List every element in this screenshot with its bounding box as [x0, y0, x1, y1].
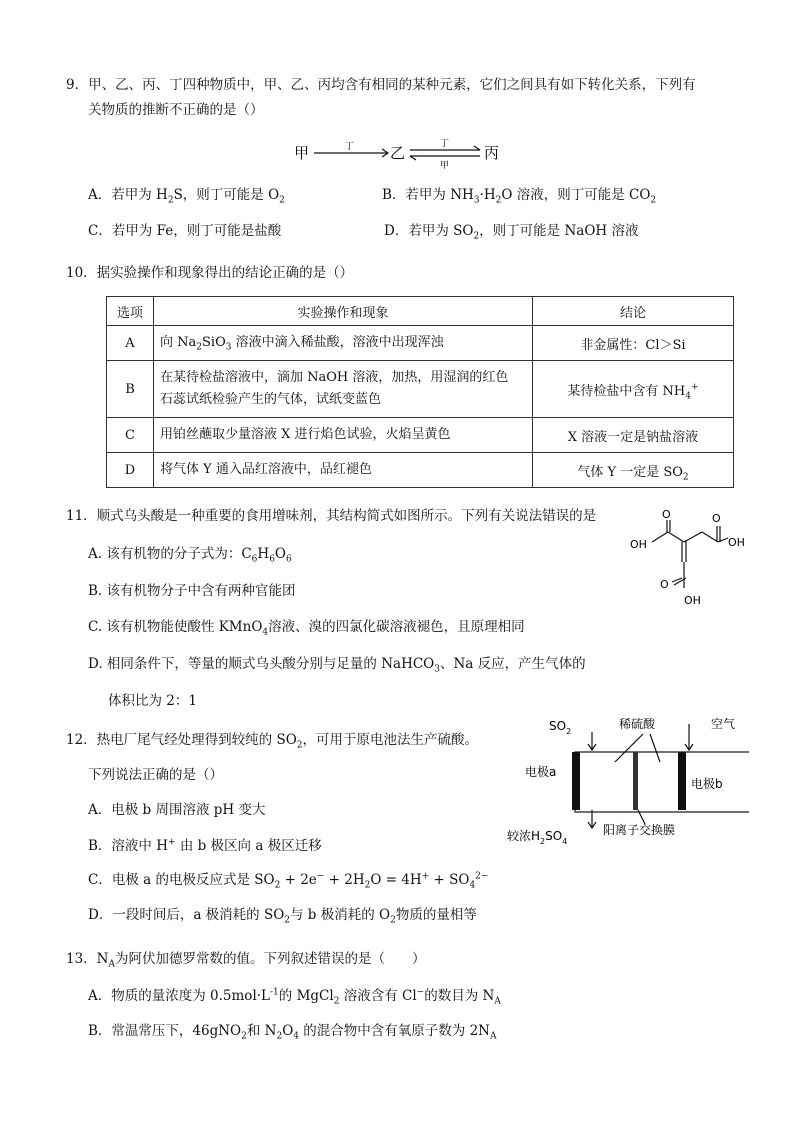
- membrane-label: 阳离子交换膜: [603, 823, 676, 837]
- q12-option-a: A．电极 b 周围溶液 pH 变大: [88, 802, 266, 818]
- q9-option-d: D．若甲为 $SO_2$，则丁可能是 NaOH 溶液: [384, 223, 639, 242]
- oh-label: OH: [728, 536, 745, 549]
- q13-stem: 13．$N_A$为阿伏加德罗常数的值。下列叙述错误的是（ ）: [66, 951, 426, 970]
- q12-option-d: D．一段时间后，a 极消耗的 $SO_2$与 b 极消耗的 $O_2$物质的量相等: [88, 907, 477, 926]
- q11-option-d-cont: 体积比为 2：1: [108, 693, 197, 709]
- o-label: O: [712, 512, 721, 525]
- electrode-a-label: 电极a: [525, 765, 557, 779]
- table-row: C 用铂丝蘸取少量溶液 X 进行焰色试验，火焰呈黄色 X 溶液一定是钠盐溶液: [107, 418, 734, 453]
- q10-table: [106, 296, 734, 488]
- so2-label: $SO_2$: [549, 719, 572, 736]
- q9-stem: 9．甲、乙、丙、丁四种物质中，甲、乙、丙均含有相同的某种元素，它们之间具有如下转化关系，下列有: [66, 77, 696, 93]
- membrane: [633, 752, 638, 810]
- scheme-top1: 丁: [345, 142, 355, 152]
- q9-option-a: A．若甲为 $H_2S$，则丁可能是 $O_2$: [88, 187, 285, 206]
- q10-stem: 10．据实验操作和现象得出的结论正确的是（）: [66, 265, 354, 281]
- q11-stem: 11．顺式乌头酸是一种重要的食用增味剂，其结构简式如图所示。下列有关说法错误的是: [66, 508, 597, 524]
- electrode-b-label: 电极b: [691, 777, 723, 791]
- o-label: O: [660, 578, 669, 591]
- scheme-b: 乙: [390, 144, 406, 162]
- acid-label: 稀硫酸: [619, 717, 656, 731]
- scheme-a: 甲: [294, 144, 310, 162]
- header-option: 选项: [107, 297, 154, 326]
- oh-label: OH: [630, 538, 647, 551]
- q9-option-c: C．若甲为 Fe，则丁可能是盐酸: [88, 223, 282, 239]
- q9-stem-2: 关物质的推断不正确的是（）: [88, 102, 264, 118]
- aconitic-acid-structure: [624, 508, 748, 612]
- table-row: B 在某待检盐溶液中，滴加 NaOH 溶液，加热，用湿润的红色 石蕊试纸检验产生的气体，试纸变蓝色 某待检盐中含有 $NH_4^+$: [107, 361, 734, 418]
- battery-diagram: [505, 712, 749, 852]
- q11-option-b: B. 该有机物分子中含有两种官能团: [88, 583, 296, 599]
- table-row: A 向 $Na_2SiO_3$ 溶液中滴入稀盐酸，溶液中出现浑浊 非金属性：Cl＞Si: [107, 326, 734, 361]
- q12-stem: 12．热电厂尾气经处理得到较纯的 $SO_2$，可用于原电池法生产硫酸。: [66, 732, 479, 751]
- electrode-b: [678, 752, 686, 810]
- q11-option-c: C. 该有机物能使酸性 KMnO$_4$溶液、溴的四氯化碳溶液褪色，且原理相同: [88, 619, 525, 638]
- o-label: O: [662, 508, 671, 521]
- scheme-c: 丙: [484, 144, 500, 162]
- oh-label: OH: [684, 594, 701, 607]
- q12-option-c: C．电极 a 的电极反应式是 $SO_2 + 2e^- + 2H_2O = 4H^+ + SO_4^{2-}$: [88, 871, 489, 891]
- q11-option-a: A. 该有机物的分子式为：$C_6H_6O_6$: [88, 546, 292, 565]
- table-row: D 将气体 Y 通入品红溶液中，品红褪色 气体 Y 一定是 $SO_2$: [107, 453, 734, 488]
- header-conclusion: 结论: [533, 297, 734, 326]
- scheme-top2: 丁: [440, 139, 450, 149]
- q12-option-b: B．溶液中 H+ 由 b 极区向 a 极区迁移: [88, 837, 322, 854]
- q12-subprompt: 下列说法正确的是（）: [88, 767, 223, 783]
- q13-option-b: B．常温常压下，46gNO$_2$和 $N_2O_4$ 的混合物中含有氧原子数为 $2N_A$: [88, 1023, 497, 1042]
- q11-option-d: D. 相同条件下，等量的顺式乌头酸分别与足量的 NaHCO$_3$、Na 反应，产生气体的: [88, 656, 586, 675]
- table-header-row: [107, 297, 734, 326]
- product-label: 较浓$H_2SO_4$: [507, 829, 568, 846]
- scheme-bottom: 甲: [440, 161, 450, 171]
- electrode-a: [572, 752, 580, 810]
- q13-option-a: A．物质的量浓度为 $0.5mol\cdot L^{-1}$的 MgCl$_2$ 溶液含有 Cl−的数目为 $N_A$: [88, 987, 501, 1007]
- air-label: 空气: [711, 717, 736, 731]
- q9-option-b: B．若甲为 $NH_3\cdot H_2O$ 溶液，则丁可能是 $CO_2$: [382, 187, 657, 206]
- header-operation: 实验操作和现象: [154, 297, 533, 326]
- q9-scheme: [290, 136, 520, 172]
